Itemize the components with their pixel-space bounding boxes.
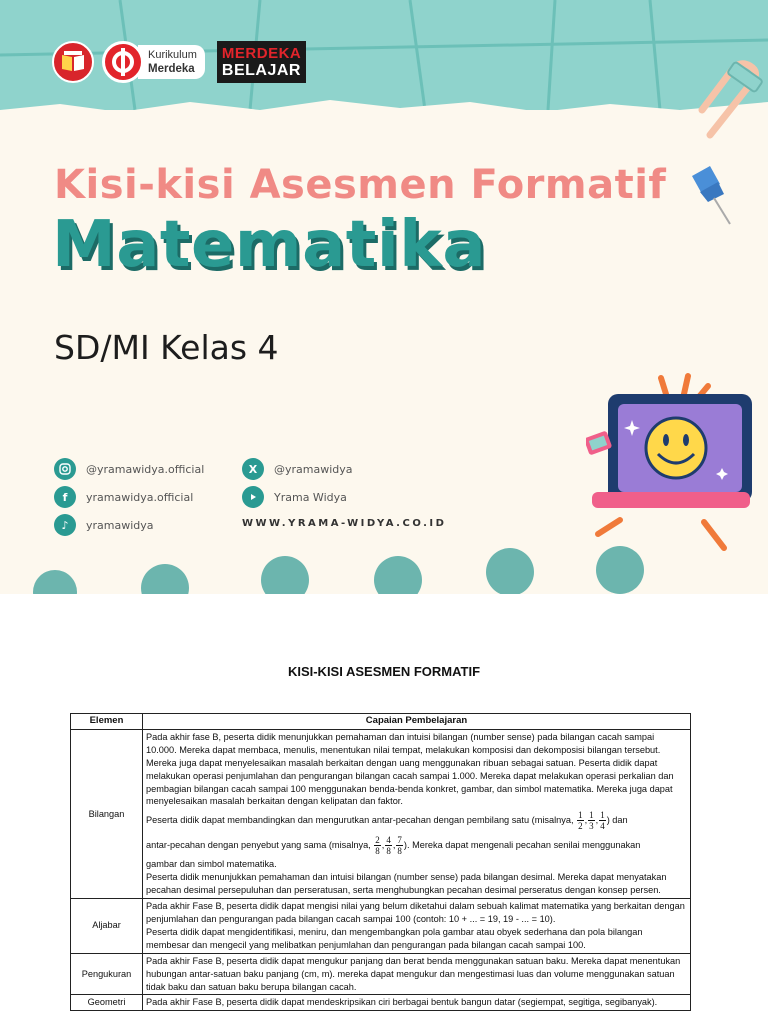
decorative-circles — [0, 540, 768, 594]
laptop-smiley-illustration — [586, 372, 756, 552]
table-row-pengukuran — [71, 953, 691, 995]
table-header-row — [71, 714, 691, 730]
facebook-icon: f — [54, 486, 76, 508]
social-x[interactable] — [242, 458, 353, 480]
social-instagram[interactable] — [54, 458, 204, 480]
torn-paper-edge — [0, 90, 768, 150]
website-link[interactable]: WWW.YRAMA-WIDYA.CO.ID — [242, 518, 447, 529]
merdeka-belajar-logo — [217, 41, 306, 83]
elemen-aljabar: Aljabar — [71, 899, 143, 954]
facebook-handle: yramawidya.official — [86, 490, 194, 504]
instagram-icon — [54, 458, 76, 480]
bilangan-p2-text-a: Peserta didik dapat membandingkan dan mengurutkan antar-pecahan dengan pembilang satu (misalnya, — [146, 815, 574, 826]
social-tiktok[interactable] — [54, 514, 154, 536]
cover-subtitle: SD/MI Kelas 4 — [54, 328, 279, 367]
fraction-1-3: $\frac{1}{3}$ — [589, 810, 594, 832]
cover-title-line2: Matematika — [52, 208, 487, 282]
elemen-pengukuran: Pengukuran — [71, 953, 143, 995]
fraction-1-2: $\frac{1}{2}$ — [578, 810, 583, 832]
elemen-bilangan: Bilangan — [71, 729, 143, 898]
social-youtube[interactable] — [242, 486, 347, 508]
header-elemen: Elemen — [71, 714, 143, 730]
kurikulum-merdeka-logo — [102, 41, 205, 83]
document-title: KISI-KISI ASESMEN FORMATIF — [287, 664, 481, 679]
capaian-bilangan — [143, 729, 691, 898]
table-row-bilangan — [71, 729, 691, 898]
youtube-channel: Yrama Widya — [274, 490, 347, 504]
bilangan-paragraph-5: Peserta didik menunjukkan pemahaman dan intuisi bilangan (number sense) pada bilangan desimal. Mereka dapat menyatakan pecahan desimal persepuluhan dan perseratusan, serta menghubungkan pecahan desimal perseratus dengan konsep persen. — [146, 872, 667, 896]
geometri-paragraph-1: Pada akhir Fase B, peserta didik dapat mendeskripsikan ciri berbagai bentuk bangun datar (segiempat, segitiga, segibanyak). — [146, 997, 658, 1008]
merdeka-belajar-line1: MERDEKA — [221, 45, 302, 62]
publisher-book-logo — [52, 41, 94, 83]
instagram-handle: @yramawidya.official — [86, 462, 205, 476]
tiktok-icon: ♪ — [54, 514, 76, 536]
merdeka-belajar-line2: BELAJAR — [221, 62, 301, 79]
fraction-2-8: $\frac{2}{8}$ — [375, 835, 380, 857]
kurikulum-merdeka-mark-icon — [102, 41, 144, 83]
bilangan-paragraph-1: Pada akhir fase B, peserta didik menunjukkan pemahaman dan intuisi bilangan (number sense) pada bilangan cacah sampai 10.000. Mereka dapat membaca, menulis, menentukan nilai tempat, melakukan komposisi dan dekomposisi bilangan tersebut. Mereka juga dapat menyelesaikan masalah berkaitan dengan uang menggunakan ribuan sebagai satuan. Peserta didik dapat melakukan operasi penjumlahan dan pengurangan bilangan cacah sampai 1.000. Mereka dapat melakukan operasi perkalian dan pembagian bilangan cacah sampai 100 menggunakan benda-benda konkret, gambar, dan simbol matematika. Mereka juga dapat menyelesaikan masalah berkaitan dengan kelipatan dan faktor. — [146, 731, 674, 807]
header-capaian: Capaian Pembelajaran — [143, 714, 691, 730]
elemen-geometri: Geometri — [71, 995, 143, 1011]
cover-title-line1: Kisi-kisi Asesmen Formatif — [54, 162, 667, 208]
bilangan-paragraph-2: Peserta didik dapat membandingkan dan mengurutkan antar-pecahan dengan pembilang satu (misalnya, $\frac{1}{2}$ , $\frac{1}{3}$ , $\frac{1}{4}$ ) dan — [146, 810, 628, 832]
pushpin-icon — [686, 162, 738, 228]
tiktok-handle: yramawidya — [86, 518, 154, 532]
bilangan-paragraph-3: antar-pecahan dengan penyebut yang sama (misalnya, $\frac{2}{8}$ , $\frac{4}{8}$ , $\frac{7}{8}$ ). Mereka dapat mengenali pecahan senilai menggunakan — [146, 835, 641, 857]
aljabar-paragraph-1: Pada akhir Fase B, peserta didik dapat mengisi nilai yang belum diketahui dalam sebuah kalimat matematika yang berkaitan dengan penjumlahan dan pengurangan pada bilangan cacah sampai 100 (contoh: 10 + ... = 19, 19 - ... = 10). — [146, 901, 685, 924]
bilangan-p2-text-b: ) dan — [606, 815, 628, 826]
bilangan-paragraph-4: gambar dan simbol matematika. — [146, 859, 277, 870]
youtube-icon — [242, 486, 264, 508]
kurikulum-label: Kurikulum — [148, 49, 197, 61]
x-icon: X — [242, 458, 264, 480]
bilangan-p3-text-a: antar-pecahan dengan penyebut yang sama (misalnya, — [146, 840, 371, 851]
fraction-1-4: $\frac{1}{4}$ — [600, 810, 605, 832]
capaian-geometri — [143, 995, 691, 1011]
capaian-pengukuran — [143, 953, 691, 995]
merdeka-label: Merdeka — [148, 63, 195, 75]
logo-group — [52, 41, 306, 83]
fraction-4-8: $\frac{4}{8}$ — [386, 835, 391, 857]
social-facebook[interactable] — [54, 486, 193, 508]
fraction-7-8: $\frac{7}{8}$ — [397, 835, 402, 857]
table-row-aljabar — [71, 899, 691, 954]
paperclip-icon — [690, 60, 768, 150]
pengukuran-paragraph-1: Pada akhir Fase B, peserta didik dapat mengukur panjang dan berat benda menggunakan satuan baku. Mereka dapat menentukan hubungan antar-satuan baku panjang (cm, m). mereka dapat mengukur dan mengestimasi luas dan volume menggunakan satuan tidak baku dan satuan baku berupa bilangan cacah. — [146, 955, 681, 992]
aljabar-paragraph-2: Peserta didik dapat mengidentifikasi, meniru, dan mengembangkan pola gambar atau obyek sederhana dan pola bilangan membesar dan mengecil yang melibatkan penjumlahan dan pengurangan pada bilangan cacah sampai 100. — [146, 926, 643, 950]
table-row-geometri — [71, 995, 691, 1011]
kisi-kisi-table — [70, 713, 691, 1011]
bilangan-p3-text-b: ). Mereka dapat mengenali pecahan senilai menggunakan — [403, 840, 641, 851]
x-handle: @yramawidya — [274, 462, 353, 476]
capaian-aljabar — [143, 899, 691, 954]
